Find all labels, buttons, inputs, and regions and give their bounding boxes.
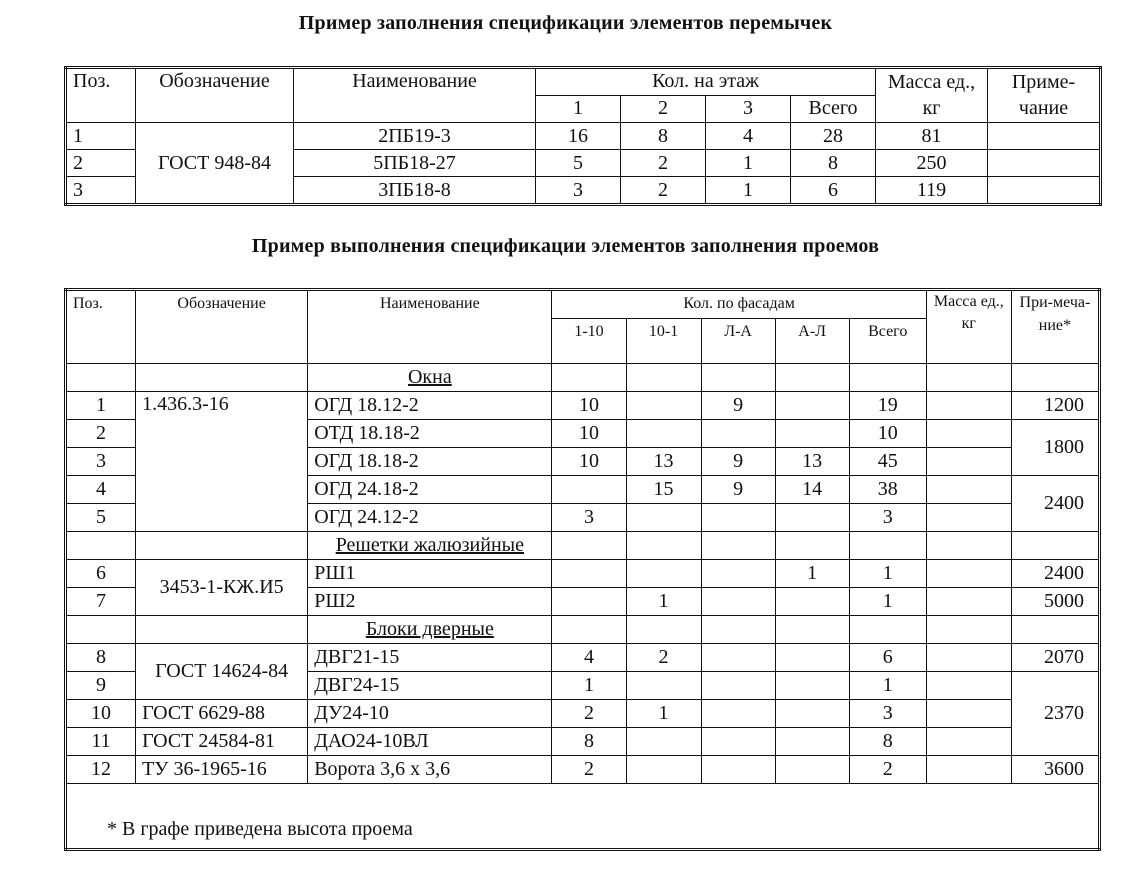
cell-name: ОТД 18.18-2 bbox=[308, 420, 552, 448]
cell-mass: 81 bbox=[876, 123, 988, 150]
header-qty-2: 2 bbox=[621, 96, 706, 123]
header-name: Наименование bbox=[294, 68, 536, 123]
section-row bbox=[66, 532, 1100, 560]
cell-f4 bbox=[775, 728, 849, 756]
header-facade-10-1: 10-1 bbox=[626, 319, 701, 364]
cell-note: 3600 bbox=[1011, 756, 1099, 784]
cell-pos: 1 bbox=[66, 123, 136, 150]
cell-f2: 1 bbox=[626, 700, 701, 728]
cell-name: 2ПБ19-3 bbox=[294, 123, 536, 150]
footnote: * В графе приведена высота проема bbox=[66, 784, 1100, 850]
cell-name: РШ2 bbox=[308, 588, 552, 616]
table-row bbox=[66, 560, 1100, 588]
cell-f3 bbox=[701, 756, 775, 784]
cell-designation: ГОСТ 14624-84 bbox=[136, 644, 308, 700]
table-row bbox=[66, 728, 1100, 756]
cell-qty-3: 1 bbox=[706, 150, 791, 177]
section-row bbox=[66, 364, 1100, 392]
cell-note: 5000 bbox=[1011, 588, 1099, 616]
cell-f4: 1 bbox=[775, 560, 849, 588]
cell-total: 2 bbox=[849, 756, 926, 784]
cell-note-merged: 2400 bbox=[1011, 476, 1099, 532]
cell-qty-1: 16 bbox=[536, 123, 621, 150]
cell-f2: 15 bbox=[626, 476, 701, 504]
openings-spec-table bbox=[64, 288, 1101, 851]
cell-f3: 9 bbox=[701, 392, 775, 420]
cell-name: ОГД 18.18-2 bbox=[308, 448, 552, 476]
cell-name: ДВГ24-15 bbox=[308, 672, 552, 700]
cell-name: ОГД 24.12-2 bbox=[308, 504, 552, 532]
cell-f3 bbox=[701, 588, 775, 616]
cell-pos: 3 bbox=[66, 177, 136, 205]
cell-designation: ГОСТ 24584-81 bbox=[136, 728, 308, 756]
cell-f1: 10 bbox=[552, 420, 626, 448]
cell-f3 bbox=[701, 672, 775, 700]
cell-total: 1 bbox=[849, 560, 926, 588]
cell-pos: 3 bbox=[66, 448, 136, 476]
cell-f4: 14 bbox=[775, 476, 849, 504]
cell-f1: 1 bbox=[552, 672, 626, 700]
header-note: При-меча-ние* bbox=[1011, 290, 1099, 364]
cell-qty-2: 8 bbox=[621, 123, 706, 150]
header-designation: Обозначение bbox=[136, 290, 308, 364]
cell-note bbox=[988, 177, 1101, 205]
table1-header-row bbox=[66, 68, 1101, 96]
cell-total: 28 bbox=[791, 123, 876, 150]
cell-name: ДУ24-10 bbox=[308, 700, 552, 728]
cell-f2 bbox=[626, 420, 701, 448]
cell-designation: 3453-1-КЖ.И5 bbox=[136, 560, 308, 616]
cell-f1: 10 bbox=[552, 392, 626, 420]
cell-f3 bbox=[701, 700, 775, 728]
cell-designation: ГОСТ 6629-88 bbox=[136, 700, 308, 728]
cell-f1: 2 bbox=[552, 700, 626, 728]
cell-name: ОГД 24.18-2 bbox=[308, 476, 552, 504]
header-qty-total: Всего bbox=[791, 96, 876, 123]
cell-total: 8 bbox=[849, 728, 926, 756]
cell-f1: 3 bbox=[552, 504, 626, 532]
cell-note bbox=[988, 123, 1101, 150]
cell-f3 bbox=[701, 728, 775, 756]
lintel-spec-table bbox=[64, 66, 1102, 206]
cell-f2 bbox=[626, 672, 701, 700]
section-doors: Блоки дверные bbox=[308, 616, 552, 644]
header-facade-1-10: 1-10 bbox=[552, 319, 626, 364]
cell-f2 bbox=[626, 728, 701, 756]
cell-f4 bbox=[775, 588, 849, 616]
cell-mass: 119 bbox=[876, 177, 988, 205]
cell-qty-1: 5 bbox=[536, 150, 621, 177]
footnote-row bbox=[66, 784, 1100, 850]
cell-total: 45 bbox=[849, 448, 926, 476]
cell-pos: 6 bbox=[66, 560, 136, 588]
table-row bbox=[66, 644, 1100, 672]
cell-note bbox=[988, 150, 1101, 177]
cell-f1 bbox=[552, 476, 626, 504]
cell-f1 bbox=[552, 560, 626, 588]
cell-pos: 7 bbox=[66, 588, 136, 616]
cell-f1: 8 bbox=[552, 728, 626, 756]
cell-f4 bbox=[775, 392, 849, 420]
header-facade-total: Всего bbox=[849, 319, 926, 364]
cell-pos: 1 bbox=[66, 392, 136, 420]
cell-name: РШ1 bbox=[308, 560, 552, 588]
cell-name: ДАО24-10ВЛ bbox=[308, 728, 552, 756]
cell-f2: 2 bbox=[626, 644, 701, 672]
cell-total: 3 bbox=[849, 504, 926, 532]
cell-f3 bbox=[701, 644, 775, 672]
cell-name: ОГД 18.12-2 bbox=[308, 392, 552, 420]
cell-f3 bbox=[701, 420, 775, 448]
cell-name: 3ПБ18-8 bbox=[294, 177, 536, 205]
cell-pos: 9 bbox=[66, 672, 136, 700]
cell-f2 bbox=[626, 560, 701, 588]
header-name: Наименование bbox=[308, 290, 552, 364]
section-grilles: Решетки жалюзийные bbox=[308, 532, 552, 560]
cell-f2 bbox=[626, 756, 701, 784]
cell-f3 bbox=[701, 560, 775, 588]
cell-f2 bbox=[626, 392, 701, 420]
header-qty-1: 1 bbox=[536, 96, 621, 123]
cell-f4: 13 bbox=[775, 448, 849, 476]
header-mass: Масса ед., кг bbox=[876, 68, 988, 123]
cell-f4 bbox=[775, 756, 849, 784]
cell-f3 bbox=[701, 504, 775, 532]
cell-qty-2: 2 bbox=[621, 150, 706, 177]
cell-f2: 1 bbox=[626, 588, 701, 616]
cell-qty-3: 1 bbox=[706, 177, 791, 205]
cell-f4 bbox=[775, 672, 849, 700]
cell-f1: 2 bbox=[552, 756, 626, 784]
section-row bbox=[66, 616, 1100, 644]
cell-total: 6 bbox=[849, 644, 926, 672]
cell-name: Ворота 3,6 х 3,6 bbox=[308, 756, 552, 784]
table-row bbox=[66, 700, 1100, 728]
header-pos: Поз. bbox=[66, 68, 136, 123]
header-qty-group: Кол. на этаж bbox=[536, 68, 876, 96]
cell-pos: 12 bbox=[66, 756, 136, 784]
cell-f4 bbox=[775, 700, 849, 728]
cell-qty-3: 4 bbox=[706, 123, 791, 150]
cell-pos: 8 bbox=[66, 644, 136, 672]
cell-f4 bbox=[775, 644, 849, 672]
cell-f4 bbox=[775, 504, 849, 532]
cell-pos: 4 bbox=[66, 476, 136, 504]
cell-f4 bbox=[775, 420, 849, 448]
cell-qty-2: 2 bbox=[621, 177, 706, 205]
cell-note: 2400 bbox=[1011, 560, 1099, 588]
cell-note: 1200 bbox=[1011, 392, 1099, 420]
section-windows: Окна bbox=[308, 364, 552, 392]
header-note: Приме-чание bbox=[988, 68, 1101, 123]
cell-total: 19 bbox=[849, 392, 926, 420]
table-row bbox=[66, 123, 1101, 150]
header-mass: Масса ед., кг bbox=[926, 290, 1011, 364]
cell-designation: ТУ 36-1965-16 bbox=[136, 756, 308, 784]
cell-f1 bbox=[552, 588, 626, 616]
cell-designation: 1.436.3-16 bbox=[136, 392, 308, 532]
table1-title: Пример заполнения спецификации элементов перемычек bbox=[298, 12, 833, 34]
table2-header-row bbox=[66, 290, 1100, 319]
cell-pos: 11 bbox=[66, 728, 136, 756]
cell-pos: 10 bbox=[66, 700, 136, 728]
cell-total: 3 bbox=[849, 700, 926, 728]
table-row bbox=[66, 756, 1100, 784]
cell-total: 1 bbox=[849, 672, 926, 700]
cell-f1: 4 bbox=[552, 644, 626, 672]
cell-total: 10 bbox=[849, 420, 926, 448]
cell-f2 bbox=[626, 504, 701, 532]
header-facade-a-l: А-Л bbox=[775, 319, 849, 364]
cell-note: 2070 bbox=[1011, 644, 1099, 672]
header-qty-3: 3 bbox=[706, 96, 791, 123]
table2-title: Пример выполнения спецификации элементов заполнения проемов bbox=[251, 235, 880, 257]
cell-total: 38 bbox=[849, 476, 926, 504]
cell-f3: 9 bbox=[701, 476, 775, 504]
cell-total: 1 bbox=[849, 588, 926, 616]
header-pos: Поз. bbox=[66, 290, 136, 364]
cell-f2: 13 bbox=[626, 448, 701, 476]
cell-note-merged: 1800 bbox=[1011, 420, 1099, 476]
cell-total: 8 bbox=[791, 150, 876, 177]
header-facade-l-a: Л-А bbox=[701, 319, 775, 364]
cell-f3: 9 bbox=[701, 448, 775, 476]
cell-name: 5ПБ18-27 bbox=[294, 150, 536, 177]
cell-f1: 10 bbox=[552, 448, 626, 476]
cell-pos: 2 bbox=[66, 420, 136, 448]
cell-note-merged: 2370 bbox=[1011, 672, 1099, 756]
table-row bbox=[66, 392, 1100, 420]
cell-designation: ГОСТ 948-84 bbox=[136, 123, 294, 205]
cell-mass: 250 bbox=[876, 150, 988, 177]
header-qty-group: Кол. по фасадам bbox=[552, 290, 926, 319]
cell-pos: 2 bbox=[66, 150, 136, 177]
cell-pos: 5 bbox=[66, 504, 136, 532]
header-designation: Обозначение bbox=[136, 68, 294, 123]
cell-name: ДВГ21-15 bbox=[308, 644, 552, 672]
cell-total: 6 bbox=[791, 177, 876, 205]
cell-qty-1: 3 bbox=[536, 177, 621, 205]
